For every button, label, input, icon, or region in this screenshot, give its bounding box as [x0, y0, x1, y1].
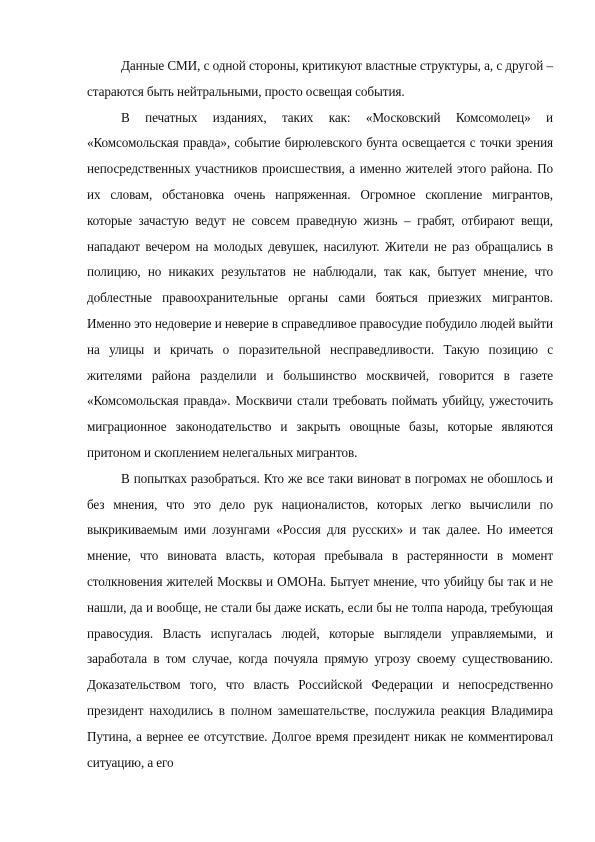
paragraph-print-publications: В печатных изданиях, таких как: «Московский Комсомолец» и «Комсомольская правда», событие бирюлевского бунта освещается с точки зрения непосредственных участников происшествия, а именно жителей этого района. По их словам, обстановка очень напряженная. Огромное скопление мигрантов, которые зачастую ведут не совсем праведную жизнь – грабят, отбирают вещи, нападают вечером на молодых девушек, насилуют. Жители не раз обращались в полицию, но никаких результатов не наблюдали, так как, бытует мнение, что доблестные правоохранительные органы сами бояться приезжих мигрантов. Именно это недоверие и неверие в справедливое правосудие побудило людей выйти на улицы и кричать о поразительной несправедливости. Такую позицию с жителями района разделили и большинство москвичей, говорится в газете «Комсомольская правда». Москвичи стали требовать поймать убийцу, ужесточить миграционное законодательство и закрыть овощные базы, которые являются притоном и скоплением нелегальных мигрантов. — [87, 109, 553, 460]
paragraph-media-criticism: Данные СМИ, с одной стороны, критикуют властные структуры, а, с другой – стараются быть нейтральными, просто освещая события. — [87, 58, 553, 99]
paragraph-who-is-to-blame: В попытках разобраться. Кто же все таки виноват в погромах не обошлось и без мнения, что это дело рук националистов, которых легко вычислили по выкрикиваемым ими лозунгами «Россия для русских» и так далее. Но имеется мнение, что виновата власть, которая пребывала в растерянности в момент столкновения жителей Москвы и ОМОНа. Бытует мнение, что убийцу бы так и не нашли, да и вообще, не стали бы даже искать, если бы не толпа народа, требующая правосудия. Власть испугалась людей, которые выглядели управляемыми, и заработала в том случае, когда почуяла прямую угрозу своему существованию. Доказательством того, что власть Российской Федерации и непосредственно президент находились в полном замешательстве, послужила реакция Владимира Путина, а вернее ее отсутствие. Долгое время президент никак не комментировал ситуацию, а его — [87, 470, 553, 770]
document-page — [87, 53, 553, 775]
